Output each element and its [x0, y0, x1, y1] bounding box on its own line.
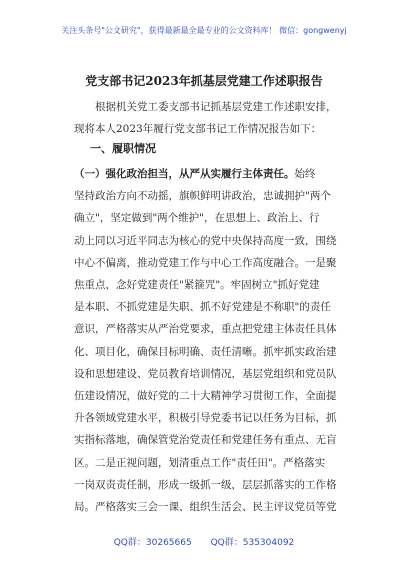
section-heading: 一、履职情况 [90, 142, 156, 155]
paragraph-line: 动上同以习近平同志为核心的党中央保持高度一致，围绕 [74, 234, 337, 247]
intro-line: 根据机关党工委支部书记抓基层党建工作述职安排， [74, 101, 337, 113]
paragraph-line: 伍建设情况，做好党的二十大精神学习贯彻工作，全面提 [74, 390, 337, 403]
paragraph-line [74, 163, 354, 185]
paragraph-line: 区。二是正视问题，划清重点工作"责任田"。严格落实 [74, 456, 326, 469]
paragraph-line: 是本职、不抓党建是失职、抓不好党建是不称职"的责任 [74, 301, 331, 314]
footer-qq-group-1: QQ群：30265665 [113, 538, 192, 548]
paragraph-line: 设和思想建设、党员教育培训情况，基层党组织和党员队 [74, 367, 337, 380]
paragraph-line-text: 始终 [294, 168, 316, 180]
paragraph-line: 一岗双责责任制，形成一级抓一级，层层抓落实的工作格 [74, 478, 337, 491]
intro-paragraph [74, 96, 354, 140]
paragraph-line: 坚持政治方向不动摇，旗帜鲜明讲政治，忠诚拥护"两个 [74, 190, 331, 203]
paragraph-line: 焦重点，念好党建责任"紧箍咒"。牢固树立"抓好党建 [74, 279, 320, 292]
paragraph-line: 意识，严格落实从严治党要求，重点把党建主体责任具体 [74, 323, 337, 336]
footer [0, 535, 408, 548]
paragraph-line: 中心不偏离，推动党建工作与中心工作高度融合。一是聚 [74, 256, 337, 269]
paragraph-line: 实指标落地，确保管党治党责任和党建任务有重点、无盲 [74, 434, 337, 447]
document-title: 党支部书记2023年抓基层党建工作述职报告 [85, 74, 323, 88]
paragraph-line: 局。严格落实三会一课、组织生活会、民主评议党员等党 [74, 501, 337, 514]
paragraph-line: 确立"，坚定做到"两个维护"，在思想上、政治上、行 [74, 212, 320, 225]
paragraph-line: 升各领域党建水平，积极引导党委书记以任务为目标，抓 [74, 412, 337, 425]
subheading-lead: （一）强化政治担当，从严从实履行主体责任。 [74, 168, 295, 180]
paragraph-line: 化、项目化，确保目标明确、责任清晰。抓牢抓实政治建 [74, 345, 337, 358]
header-note: 关注头条号"公文研究"，获得最新最全最专业的公文资料库！ 微信：gongwenyj [61, 26, 347, 35]
body-paragraph [74, 163, 354, 518]
footer-qq-group-2: QQ群：535304092 [210, 538, 295, 548]
intro-line: 现将本人2023年履行党支部书记工作情况报告如下： [74, 123, 322, 136]
